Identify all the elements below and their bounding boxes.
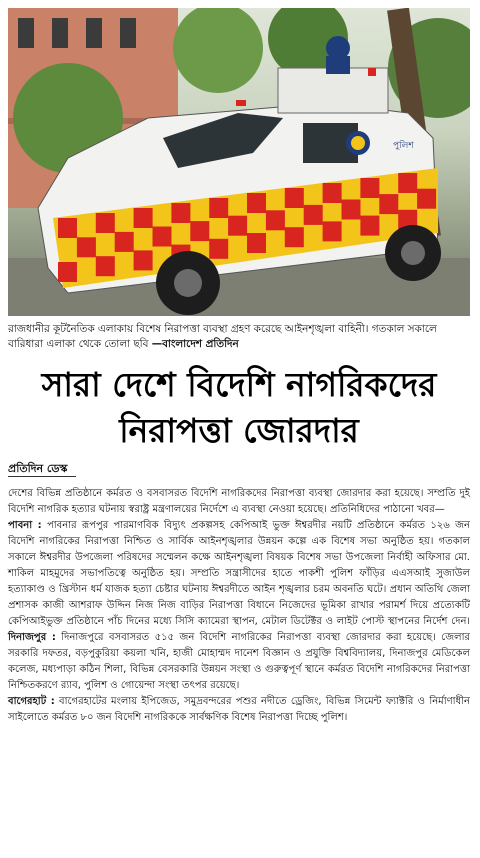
checker-square	[171, 203, 190, 223]
checker-square	[96, 256, 115, 276]
dinajpur-text: দিনাজপুরে বসবাসরত ৫১৫ জন বিদেশি নাগরিকের নিরাপত্তা ব্যবস্থা জোরদার করা হয়েছে। জেলার সরকারি দফতর, বড়পুকুরিয়া কয়লা খনি, হাজী মোহাম্মদ দানেশ বিজ্ঞান ও প্রযুক্তি বিশ্ববিদ্যালয়, দিনাজপুর মেডিকেল কলেজ, মধ্যপাড়া কঠিন শিলা, বিভিন্ন বেসরকারি উন্নয়ন সংস্থা ও গুরুত্বপূর্ণ স্থানে কর্মরত বিদেশি নাগরিকদের নিরাপত্তা নিশ্চিতকরণে র‌্যাব, পুলিশ ও গোয়েন্দা সংস্থা তৎপর রয়েছে।	[8, 632, 470, 691]
checker-square	[266, 210, 285, 230]
caption-text: রাজধানীর কূটনৈতিক এলাকায় বিশেষ নিরাপত্তা ব্যবস্থা গ্রহণ করেছে আইনশৃঙ্খলা বাহিনী। গতকাল সকালে বারিধারা এলাকা থেকে তোলা ছবি	[8, 323, 437, 350]
bagerhat-text: বাগেরহাটের মংলায় ইপিজেড, সমুদ্রবন্দরের পশুর নদীতে ড্রেজিং, বিভিন্ন সিমেন্ট ফ্যাক্টরি ও নির্মাণাধীন সাইলোতে কর্মরত ৮০ জন বিদেশি নাগরিককে সার্বক্ষণিক বিশেষ নিরাপত্তা দিচ্ছে পুলিশ।	[8, 696, 470, 723]
vehicle-door-text: পুলিশ	[393, 141, 414, 151]
checker-square	[209, 198, 228, 218]
headline-line-2: নিরাপত্তা জোরদার	[119, 411, 359, 450]
dateline-dinajpur: দিনাজপুর :	[8, 632, 56, 643]
checker-square	[360, 216, 379, 236]
checker-square	[398, 173, 417, 193]
article-paragraph-1	[8, 486, 470, 518]
article-paragraph-2	[8, 518, 470, 694]
news-photo	[8, 8, 470, 316]
checker-square	[58, 262, 77, 282]
headline-line-1: সারা দেশে বিদেশি নাগরিকদের	[41, 365, 437, 404]
byline-desk: প্রতিদিন ডেস্ক	[8, 462, 68, 475]
article-intro: দেশের বিভিন্ন প্রতিষ্ঠানে কর্মরত ও বসবাসরত বিদেশি নাগরিকদের নিরাপত্তা ব্যবস্থা জোরদার করা হয়েছে। সম্প্রতি দুই বিদেশি নাগরিক হত্যার ঘটনায় স্বরাষ্ট্র মন্ত্রণালয়ের নির্দেশে এ ব্যবস্থা নেওয়া হয়েছে। প্রতিনিধিদের পাঠানো খবর—	[8, 488, 470, 515]
checker-square	[360, 178, 379, 198]
checker-square	[323, 221, 342, 241]
headline	[8, 362, 470, 454]
checker-square	[247, 193, 266, 213]
checker-square	[342, 200, 361, 220]
armored-vehicle-photo	[8, 8, 470, 316]
checker-square	[285, 227, 304, 247]
checker-square	[323, 183, 342, 203]
checker-square	[304, 205, 323, 225]
photo-caption	[8, 322, 470, 352]
checker-square	[153, 227, 172, 247]
checker-square	[247, 233, 266, 253]
checker-square	[77, 237, 96, 257]
checker-square	[417, 189, 436, 209]
checker-square	[96, 213, 115, 233]
article-paragraph-3	[8, 694, 470, 726]
checker-square	[134, 250, 153, 270]
checker-square	[379, 194, 398, 214]
byline-rule	[8, 476, 76, 477]
checker-square	[115, 232, 134, 252]
article-body	[8, 486, 470, 726]
checker-square	[285, 188, 304, 208]
checker-square	[58, 218, 77, 238]
checker-square	[209, 239, 228, 259]
dateline-bagerhat: বাগেরহাট :	[8, 696, 55, 707]
dateline-pabna: পাবনা :	[8, 520, 42, 531]
checker-square	[134, 208, 153, 228]
pabna-text: পাবনার রূপপুর পারমাণবিক বিদ্যুৎ প্রকল্পসহ কেপিআই ভুক্ত ঈশ্বরদীর নয়টি প্রতিষ্ঠানে কর্মরত ১২৬ জন বিদেশি নাগরিকের নিরাপত্তা নিশ্চিত ও সার্বিক আইনশৃঙ্খলার উন্নয়ন কল্পে এক বিশেষ সভা অনুষ্ঠিত হয়। গতকাল সকালে ঈশ্বরদীর উপজেলা পরিষদের সম্মেলন কক্ষে আইনশৃঙ্খলা বিষয়ক বিশেষ সভা উপজেলা নির্বাহী অফিসার মো. শাকিল মাহমুদের সভাপতিত্বে অনুষ্ঠিত হয়। সম্প্রতি সন্ত্রাসীদের হাতে পাকশী পুলিশ ফাঁড়ির এএসআই সুজাউল হত্যাকাণ্ড ও খ্রিস্টান ধর্ম যাজক হত্যা চেষ্টার ঘটনায় ঈশ্বরদীতে আইন শৃঙ্খলার চরম অবনতি ঘটে। প্রধান অতিথি জেলা প্রশাসক কাজী আশরাফ উদ্দিন নিজ নিজ বাড়ির নিরাপত্তা বিধানে নিজেদের ভূমিকা রাখার পরামর্শ দিয়ে প্রত্যেকটি কেপিআইভুক্ত প্রতিষ্ঠানে পাঁচ দিনের মধ্যে সিসি ক্যামেরা স্থাপন, মেটাল ডিটেক্টর ও লাইট পোস্ট স্থাপনের নির্দেশ দেন।	[8, 520, 470, 627]
caption-credit: —বাংলাদেশ প্রতিদিন	[151, 338, 239, 350]
checker-square	[190, 221, 209, 241]
checker-square	[228, 216, 247, 236]
